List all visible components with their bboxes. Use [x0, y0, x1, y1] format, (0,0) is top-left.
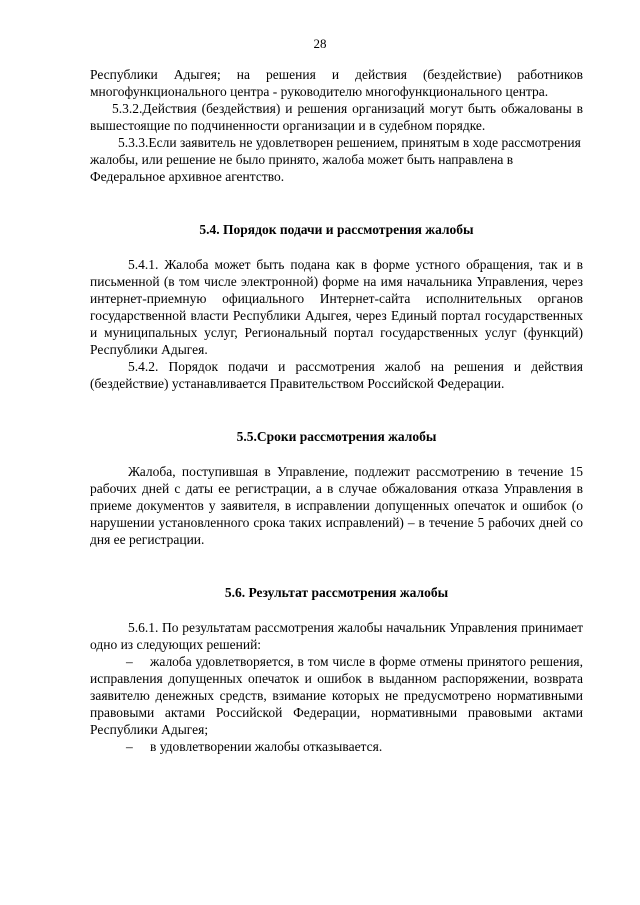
- section-heading-5-6: 5.6. Результат рассмотрения жалобы: [224, 585, 449, 600]
- section-heading-5-4: 5.4. Порядок подачи и рассмотрения жалобы: [199, 222, 474, 237]
- document-body: [90, 66, 583, 755]
- list-item: [90, 738, 583, 755]
- list-item-text: жалоба удовлетворяется, в том числе в форме отмены принятого решения, исправления допущенных опечаток и ошибок в выданном распоряжении, возврата заявителю денежных средств, взимание которых не предусмотрено нормативными правовыми актами Российской Федерации, нормативными правовыми актами Республики Адыгея;: [90, 654, 583, 737]
- list-item: [90, 653, 583, 738]
- paragraph-5-6-1: 5.6.1. По результатам рассмотрения жалобы начальник Управления принимает одно из следующих решений:: [90, 620, 583, 652]
- paragraph-5-4-1: 5.4.1. Жалоба может быть подана как в форме устного обращения, так и в письменной (в том числе электронной) форме на имя начальника Управления, через интернет-приемную официального Интернет-сайта исполнительных органов государственной власти Республики Адыгея, через Единый портал государственных и муниципальных услуг, Региональный портал государственных услуг (функций) Республики Адыгея.: [90, 257, 583, 357]
- list-item-text: в удовлетворении жалобы отказывается.: [150, 739, 383, 754]
- section-heading-5-5: 5.5.Сроки рассмотрения жалобы: [236, 429, 437, 444]
- paragraph-continuation: Республики Адыгея; на решения и действия (бездействие) работников многофункционального центра - руководителю многофункционального центра.: [90, 67, 583, 99]
- dash-marker: –: [126, 654, 133, 669]
- paragraph-5-4-2: 5.4.2. Порядок подачи и рассмотрения жалоб на решения и действия (бездействие) устанавливается Правительством Российской Федерации.: [90, 359, 583, 391]
- paragraph-5-5: Жалоба, поступившая в Управление, подлежит рассмотрению в течение 15 рабочих дней с даты ее регистрации, а в случае обжалования отказа Управления в приеме документов у заявителя, в исправлении допущенных опечаток и ошибок (о нарушении установленного срока таких исправлений) – в течение 5 рабочих дней со дня ее регистрации.: [90, 464, 583, 547]
- page-number: 28: [313, 36, 327, 51]
- paragraph-5-3-2: 5.3.2.Действия (бездействия) и решения организаций могут быть обжалованы в вышестоящие по подчиненности организации и в судебном порядке.: [90, 101, 583, 133]
- dash-marker: –: [126, 739, 133, 754]
- paragraph-5-3-3: 5.3.3.Если заявитель не удовлетворен решением, принятым в ходе рассмотрения жалобы, или решение не было принято, жалоба может быть направлена в Федеральное архивное агентство.: [90, 135, 581, 184]
